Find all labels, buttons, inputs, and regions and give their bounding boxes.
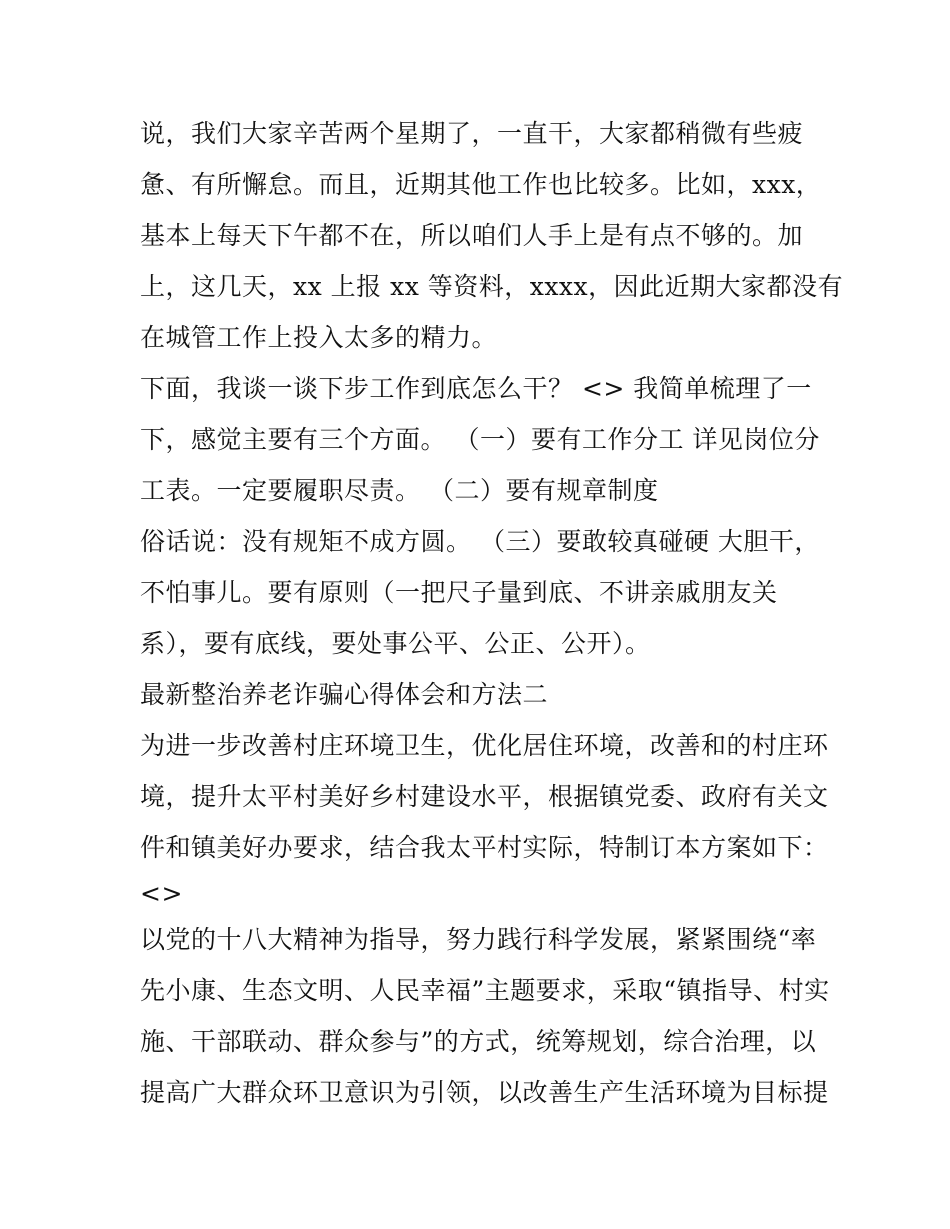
text-line: <> (140, 879, 183, 908)
text-line: 境，提升太平村美好乡村建设水平，根据镇党委、政府有关文 (140, 782, 829, 811)
text-line: 施、干部联动、群众参与”的方式，统筹规划，综合治理，以 (140, 1027, 817, 1056)
text-line: 先小康、生态文明、人民幸福”主题要求，采取“镇指导、村实 (140, 976, 830, 1005)
text-line: 工表。一定要履职尽责。 （二）要有规章制度 (140, 476, 659, 505)
text-line: 惫、有所懈怠。而且，近期其他工作也比较多。比如，xxx， (140, 170, 822, 199)
text-line: 件和镇美好办要求，结合我太平村实际，特制订本方案如下： (140, 833, 829, 862)
text-line: 在城管工作上投入太多的精力。 (140, 323, 498, 352)
text-line: 基本上每天下午都不在，所以咱们人手上是有点不够的。加 (140, 221, 804, 250)
section-heading: 最新整治养老诈骗心得体会和方法二 (140, 680, 549, 709)
text-line: 不怕事儿。要有原则（一把尺子量到底、不讲亲戚朋友关 (140, 578, 778, 607)
text-line: 说，我们大家辛苦两个星期了，一直干，大家都稍微有些疲 (140, 119, 804, 148)
text-line: 下面，我谈一谈下步工作到底怎么干？ <> 我简单梳理了一 (140, 374, 812, 403)
document-body (140, 108, 844, 1118)
text-line: 为进一步改善村庄环境卫生，优化居住环境，改善和的村庄环 (140, 731, 829, 760)
text-line: 上，这几天，xx 上报 xx 等资料，xxxx，因此近期大家都没有 (140, 272, 844, 301)
text-line: 俗话说：没有规矩不成方圆。 （三）要敢较真碰硬 大胆干， (140, 527, 820, 556)
text-line: 以党的十八大精神为指导，努力践行科学发展，紧紧围绕“率 (140, 925, 817, 954)
text-line: 提高广大群众环卫意识为引领，以改善生产生活环境为目标提 (140, 1078, 829, 1107)
text-line: 下，感觉主要有三个方面。 （一）要有工作分工 详见岗位分 (140, 425, 820, 454)
text-line: 系），要有底线，要处事公平、公正、公开）。 (140, 629, 651, 658)
